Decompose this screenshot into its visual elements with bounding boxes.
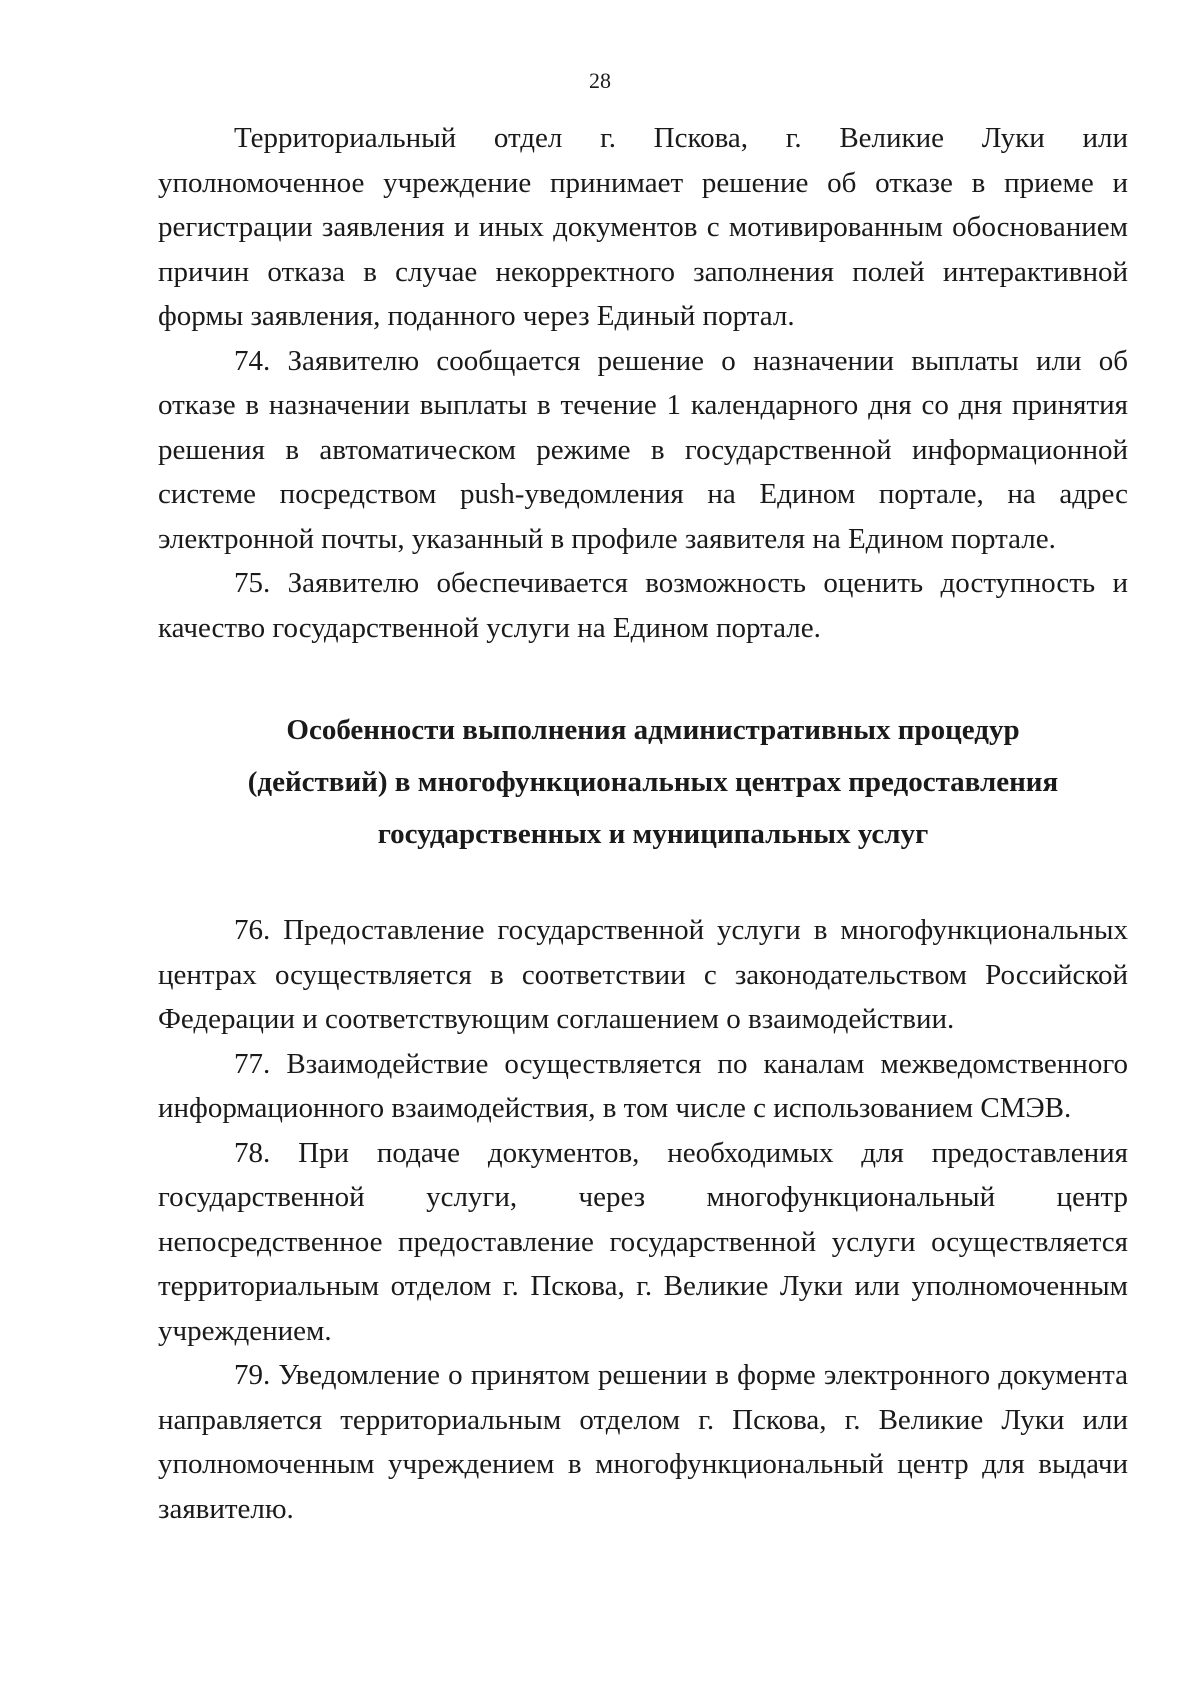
paragraph-78: 78. При подаче документов, необходимых для предоставления государственной услуги, через многофункциональный центр непосредственное предоставление государственной услуги осуществляется территориальным отделом г. Пскова, г. Великие Луки или уполномоченным учреждением. (158, 1136, 1128, 1347)
paragraph-77: 77. Взаимодействие осуществляется по каналам межведомственного информационного взаимодействия, в том числе с использованием СМЭВ. (158, 1047, 1128, 1124)
paragraph-73-continuation: Территориальный отдел г. Пскова, г. Великие Луки или уполномоченное учреждение принимает решение об отказе в приеме и регистрации заявления и иных документов с мотивированным обоснованием причин отказа в случае некорректного заполнения полей интерактивной формы заявления, поданного через Единый портал. (158, 122, 1128, 332)
document-body (158, 116, 1128, 1531)
section-heading-line-3: государственных и муниципальных услуг (377, 818, 929, 850)
section-heading-line-1: Особенности выполнения административных процедур (286, 714, 1020, 746)
page-number: 28 (589, 68, 611, 93)
paragraph-75: 75. Заявителю обеспечивается возможность оценить доступность и качество государственной услуги на Едином портале. (158, 567, 1128, 644)
paragraph-74: 74. Заявителю сообщается решение о назначении выплаты или об отказе в назначении выплаты в течение 1 календарного дня со дня принятия решения в автоматическом режиме в государственной информационной системе посредством push-уведомления на Едином портале, на адрес электронной почты, указанный в профиле заявителя на Едином портале. (158, 344, 1128, 555)
paragraph-76: 76. Предоставление государственной услуги в многофункциональных центрах осуществляется в соответствии с законодательством Российской Федерации и соответствующим соглашением о взаимодействии. (158, 914, 1128, 1035)
section-heading-line-2: (действий) в многофункциональных центрах предоставления (247, 766, 1059, 798)
section-heading (158, 704, 1128, 860)
paragraph-79: 79. Уведомление о принятом решении в форме электронного документа направляется территориальным отделом г. Пскова, г. Великие Луки или уполномоченным учреждением в многофункциональный центр для выдачи заявителю. (158, 1359, 1128, 1525)
